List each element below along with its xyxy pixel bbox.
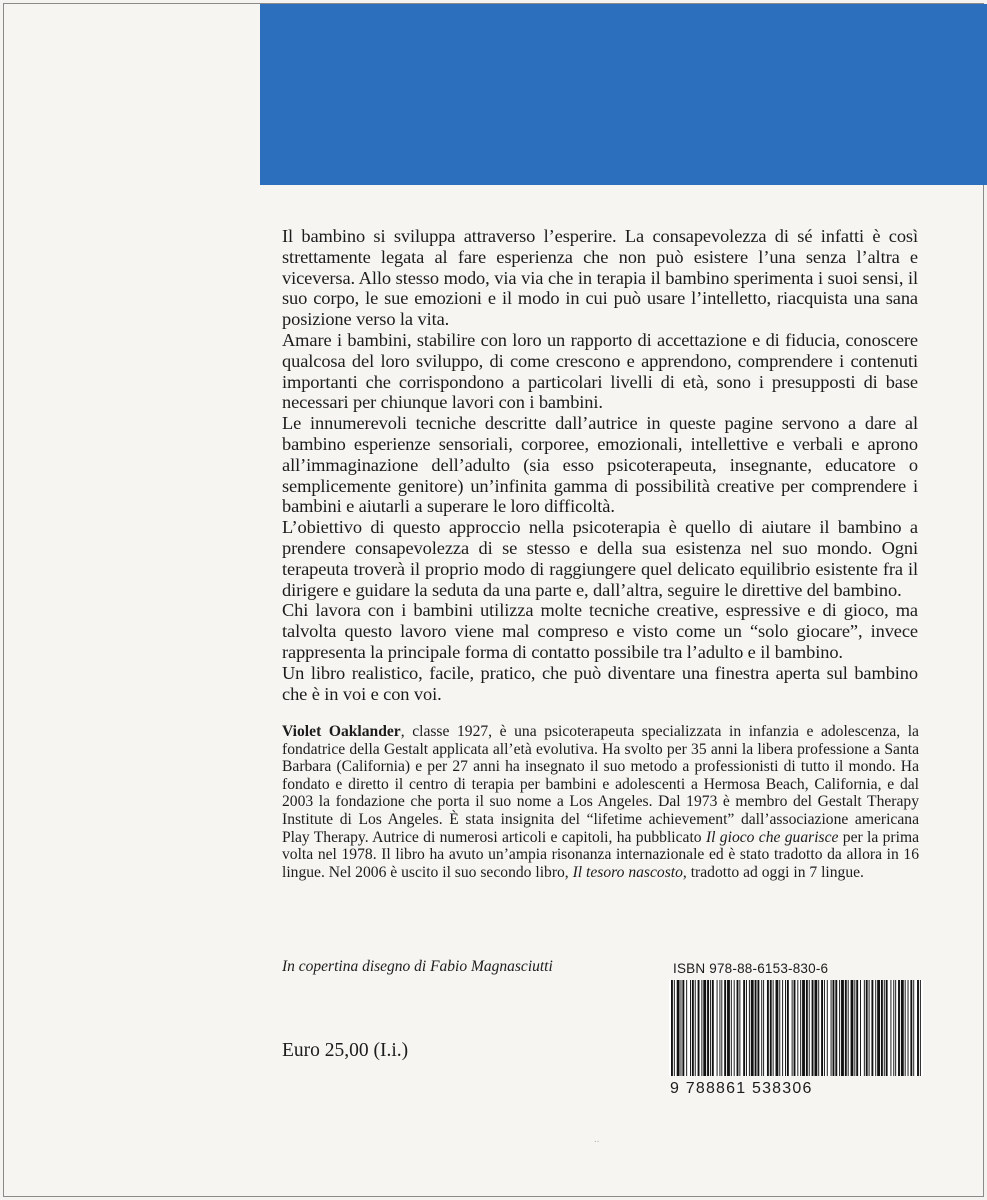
bio-text-2: per la prima volta nel 1978. Il libro ha avuto un’ampia risonanza internazionale ed è stato tradotto da allora in 16 lingue. Nel 2006 è uscito il suo secondo libro, [282,828,919,881]
isbn-label: ISBN 978-88-6153-830-6 [673,961,829,976]
synopsis-paragraph-5: Chi lavora con i bambini utilizza molte tecniche creative, espressive e di gioco, ma talvolta questo lavoro viene mal compreso e visto come un “solo giocare”, invece rappresenta la principale forma di contatto possibile tra l’adulto e il bambino. [282,600,918,662]
price: Euro 25,00 (I.i.) [282,1040,409,1061]
author-bio [282,723,919,881]
book-title-2: Il tesoro nascosto [572,863,683,881]
author-bio-paragraph [282,723,919,881]
bio-text-3: , tradotto ad oggi in 7 lingue. [682,863,864,881]
synopsis-paragraph-3: Le innumerevoli tecniche descritte dall’autrice in queste pagine servono a dare al bambino esperienze sensoriali, corporee, emozionali, intellettive e verbali e aprono all’immaginazione dell’adulto (sia esso psicoterapeuta, insegnante, educatore o semplicemente genitore) un’infinita gamma di possibilità creative per comprendere i bambini e aiutarli a superare le loro difficoltà. [282,413,918,517]
barcode-icon [669,980,923,1076]
barcode-digits: 9 788861 538306 [670,1080,813,1097]
synopsis-paragraph-1: Il bambino si sviluppa attraverso l’esperire. La consapevolezza di sé infatti è così strettamente legata al fare esperienza che non può esistere l’una senza l’altra e viceversa. Allo stesso modo, via via che in terapia il bambino sperimenta i suoi sensi, il suo corpo, le sue emozioni e il modo in cui può usare l’intelletto, riacquista una sana posizione verso la vita. [282,226,918,330]
synopsis-paragraph-6: Un libro realistico, facile, pratico, che può diventare una finestra aperta sul bambino che è in voi e con voi. [282,662,918,704]
blue-color-panel [260,4,987,185]
book-title-1: Il gioco che guarisce [705,828,839,846]
author-name: Violet Oaklander [282,723,401,740]
paper-mark-icon: .. [594,1133,600,1145]
bio-text-1: , classe 1927, è una psicoterapeuta specializzata in infanzia e adolescenza, la fondatrice della Gestalt applicata all’età evolutiva. Ha svolto per 35 anni la libera professione a Santa Barbara (California) e per 27 anni ha insegnato il suo metodo a professionisti di tutto il mondo. Ha fondato e diretto il centro di terapia per bambini e adolescenti a Hermosa Beach, California, e dal 2003 la fondazione che porta il suo nome a Los Angeles. Dal 1973 è membro del Gestalt Therapy Institute di Los Angeles. È stata insignita del “lifetime achievement” dall’associazione americana Play Therapy. Autrice di numerosi articoli e capitoli, ha pubblicato [282,723,919,846]
synopsis-text [282,226,918,704]
synopsis-paragraph-2: Amare i bambini, stabilire con loro un rapporto di accettazione e di fiducia, conoscere qualcosa del loro sviluppo, di come crescono e apprendono, comprendere i contenuti importanti che corrispondono a particolari livelli di età, sono i presupposti di base necessari per chiunque lavori con i bambini. [282,329,918,413]
synopsis-paragraph-4: L’obiettivo di questo approccio nella psicoterapia è quello di aiutare il bambino a prendere consapevolezza di se stesso e della sua esistenza nel suo mondo. Ogni terapeuta troverà il proprio modo di raggiungere quel delicato equilibrio esistente fra il dirigere e guidare la seduta da una parte e, dall’altra, seguire le direttive del bambino. [282,517,918,600]
cover-credit: In copertina disegno di Fabio Magnasciutti [282,958,553,975]
